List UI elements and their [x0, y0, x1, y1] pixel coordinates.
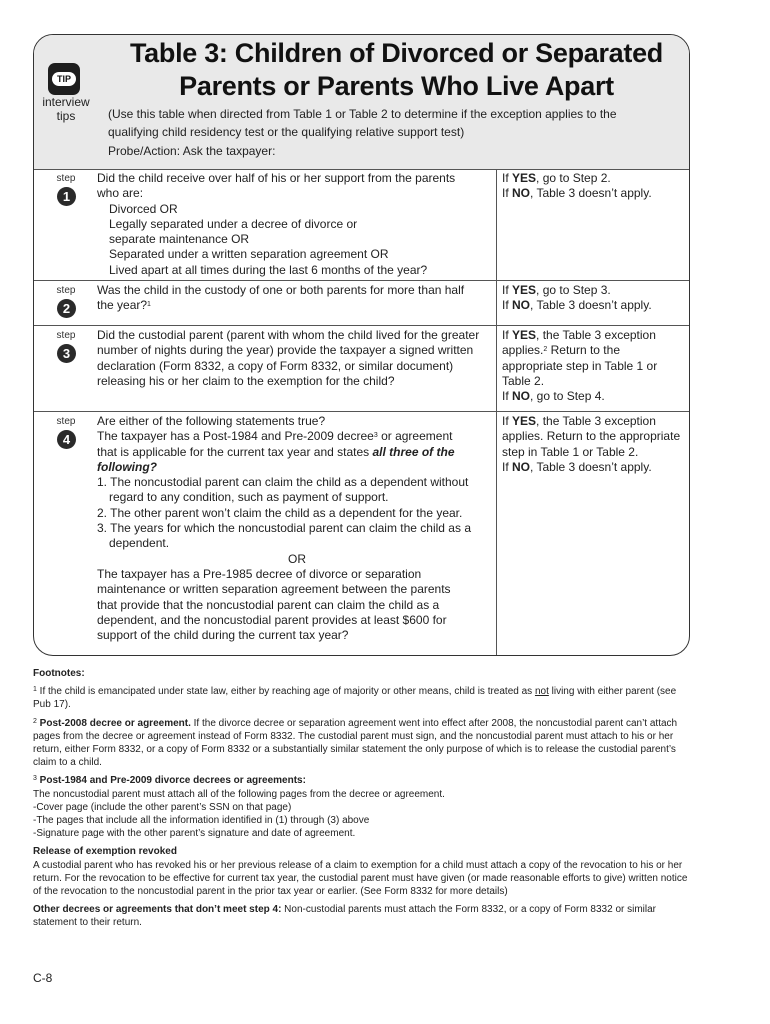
- a-text: If: [502, 459, 513, 474]
- yes-line: [502, 283, 688, 298]
- a-text: If: [502, 283, 513, 297]
- step-4-answer: [502, 414, 688, 475]
- step-number-icon: 2: [57, 299, 76, 318]
- footnote-text: living with either parent (see Pub 17).: [33, 686, 677, 711]
- tip-label-line-1: interview: [42, 95, 90, 109]
- instruction-line-2: qualifying child residency test or the qualifying relative support test): [108, 125, 465, 139]
- step-label: step: [56, 285, 76, 296]
- q-line: Are either of the following statements true?: [97, 414, 326, 428]
- yes-label: YES: [512, 171, 537, 185]
- step-1-answer: [502, 171, 688, 202]
- yes-label: YES: [512, 414, 537, 428]
- q-text: that is applicable for the current tax year and states: [97, 444, 373, 459]
- footnote-underlined: not: [534, 686, 549, 698]
- q-line: [97, 445, 497, 460]
- title-line-2: Parents or Parents Who Live Apart: [179, 71, 614, 101]
- yes-line: [502, 171, 688, 186]
- a-text: If: [502, 186, 513, 201]
- step-row-2: [34, 281, 689, 326]
- no-label: NO: [512, 186, 531, 201]
- page-number: C-8: [33, 971, 53, 985]
- step-row-4: [34, 412, 689, 656]
- a-line: [502, 343, 688, 358]
- step-3-question: [97, 328, 497, 389]
- title-line-1: Table 3: Children of Divorced or Separated: [129, 38, 664, 68]
- a-text: , the Table 3 exception: [536, 414, 656, 428]
- footnote-text: If the divorce decree or separation agreement went into effect after 2008, the noncustodial parent can’t attach pages from the decree or agreement instead of Form 8332. The custodial parent must sign, and the noncustodial parent must attach to his or her return, either Form 8332, or a copy of Form 8332 or a substantially similar statement the only purpose of which is to release the custodial parent’s claim to a child.: [33, 717, 678, 769]
- footnote-title: Release of exemption revoked: [33, 846, 177, 858]
- a-text: , the Table 3 exception: [536, 328, 656, 342]
- no-label: NO: [512, 389, 531, 404]
- a-text: If: [502, 414, 513, 428]
- yes-line: [502, 414, 688, 429]
- step-number-icon: 3: [57, 344, 76, 363]
- footnote-text: -Signature page with the other parent’s signature and date of agreement.: [33, 828, 356, 840]
- yes-label: YES: [512, 328, 537, 342]
- footnote-text: The noncustodial parent must attach all of the following pages from the decree or agreement.: [33, 788, 445, 800]
- step-4-question: [97, 414, 497, 643]
- a-text: If: [502, 298, 513, 313]
- q-line: that provide that the noncustodial parent can claim the child as a: [97, 597, 440, 612]
- no-line: [502, 186, 688, 201]
- q-condition: Divorced OR: [109, 201, 178, 216]
- tip-label-line-2: tips: [56, 109, 76, 123]
- q-line: declaration (Form 8332, a copy of Form 8332, or similar document): [97, 358, 454, 373]
- footnote-text: If the child is emancipated under state law, either by reaching age of majority or other means, child is treated as: [36, 686, 535, 698]
- footnote-title: Post-1984 and Pre-2009 divorce decrees or agreements:: [36, 775, 306, 787]
- probe-action: Probe/Action: Ask the taxpayer:: [108, 144, 276, 158]
- q-line: Was the child in the custody of one or both parents for more than half: [97, 283, 465, 297]
- step-2-answer: [502, 283, 688, 314]
- footnote-ref: 1: [147, 301, 151, 309]
- table-3-card: [33, 34, 690, 656]
- release-revoked: [33, 845, 693, 898]
- q-line: support of the child during the current tax year?: [97, 628, 349, 643]
- instruction-line-1: (Use this table when directed from Table 1 or Table 2 to determine if the exception applies to the: [108, 107, 617, 121]
- step-2-question: [97, 283, 497, 314]
- yes-label: YES: [512, 283, 537, 297]
- q-condition: Separated under a written separation agreement OR: [109, 247, 389, 262]
- step-row-1: [34, 169, 689, 281]
- q-line: [97, 429, 497, 444]
- a-text: If: [502, 171, 513, 185]
- interview-tips-label: [38, 95, 94, 123]
- q-line: Did the custodial parent (parent with whom the child lived for the greater: [97, 328, 480, 342]
- a-text: , Table 3 doesn’t apply.: [530, 186, 652, 201]
- no-label: NO: [512, 298, 531, 313]
- q-text: or agreement: [377, 429, 453, 444]
- a-text: If: [502, 328, 513, 342]
- yes-line: [502, 328, 688, 343]
- a-text: applies.: [502, 343, 544, 358]
- step-number-icon: 4: [57, 430, 76, 449]
- q-line: dependent, and the noncustodial parent provides at least $600 for: [97, 612, 447, 627]
- q-line: Did the child receive over half of his or her support from the parents: [97, 171, 456, 185]
- footnote-ref: 2: [543, 346, 548, 354]
- q-or: OR: [288, 551, 306, 566]
- step-label: step: [56, 330, 76, 341]
- step-label: step: [56, 173, 76, 184]
- footnotes: [33, 667, 693, 935]
- q-line: who are:: [97, 186, 144, 201]
- q-emphasis: following?: [97, 459, 157, 474]
- a-line: applies. Return to the appropriate: [502, 429, 681, 444]
- q-line: The taxpayer has a Pre-1985 decree of divorce or separation: [97, 566, 422, 581]
- step-number-icon: 1: [57, 187, 76, 206]
- q-line: number of nights during the year) provide the taxpayer a signed written: [97, 343, 474, 358]
- a-line: Table 2.: [502, 373, 545, 388]
- other-decrees: [33, 903, 693, 929]
- a-text: , go to Step 2.: [536, 171, 611, 185]
- footnote-text: -The pages that include all the information identified in (1) through (3) above: [33, 815, 370, 827]
- q-text: the year?: [97, 298, 148, 313]
- a-text: , go to Step 4.: [530, 389, 605, 404]
- tip-badge-text: TIP: [52, 72, 76, 86]
- table-header: [34, 35, 689, 170]
- tip-icon: [48, 63, 80, 95]
- footnote-marker: 2: [33, 717, 37, 725]
- page-title: [104, 37, 689, 103]
- no-label: NO: [512, 459, 531, 474]
- no-line: [502, 460, 688, 475]
- footnote-marker: 1: [33, 686, 37, 694]
- footnotes-heading: [33, 667, 693, 680]
- q-line: releasing his or her claim to the exemption for the child?: [97, 373, 395, 388]
- q-line: [97, 298, 497, 313]
- step-label: step: [56, 416, 76, 427]
- a-line: step in Table 1 or Table 2.: [502, 444, 639, 459]
- a-text: , go to Step 3.: [536, 283, 611, 297]
- q-text: The taxpayer has a Post-1984 and Pre-2009 decree: [97, 429, 374, 444]
- footnotes-heading-text: Footnotes:: [33, 668, 85, 679]
- step-1-question: [97, 171, 497, 278]
- footnote-text: A custodial parent who has revoked his or her previous release of a claim to exemption for a child must attach a copy of the revocation to his or her return. For the revocation to be effective for current tax year, the custodial parent must have given (or made reasonable efforts to give) written notice of the revocation to the noncustodial parent in the prior tax year or earlier. (See Form 8332 for more details): [33, 859, 688, 898]
- q-numbered-item: 2. The other parent won’t claim the child as a dependent for the year.: [97, 505, 463, 520]
- footnote-text: Non-custodial parents must attach the Form 8332, or a copy of Form 8332 or similar statement to their return.: [33, 904, 657, 929]
- step-row-3: [34, 326, 689, 412]
- q-condition: separate maintenance OR: [109, 232, 250, 247]
- no-line: [502, 298, 688, 313]
- q-condition: Lived apart at all times during the last 6 months of the year?: [109, 262, 428, 277]
- q-numbered-item: 3. The years for which the noncustodial parent can claim the child as a dependent.: [97, 521, 471, 551]
- footnote-marker: 3: [33, 775, 37, 783]
- a-text: If: [502, 389, 513, 404]
- footnote-3: [33, 774, 693, 840]
- q-condition: Legally separated under a decree of divorce or: [109, 216, 358, 231]
- q-numbered-item: 1. The noncustodial parent can claim the child as a dependent without regard to any condition, such as payment of support.: [97, 475, 469, 505]
- a-text: , Table 3 doesn’t apply.: [530, 459, 652, 474]
- footnote-title: Other decrees or agreements that don’t meet step 4:: [33, 904, 282, 916]
- footnote-1: [33, 685, 693, 711]
- q-emphasis: all three of the: [372, 444, 455, 459]
- footnote-ref: 3: [373, 432, 378, 440]
- q-line: maintenance or written separation agreement between the parents: [97, 582, 451, 597]
- step-3-answer: [502, 328, 688, 404]
- instruction-text: [108, 105, 668, 141]
- footnote-title: Post-2008 decree or agreement.: [36, 717, 191, 729]
- a-text: Return to the: [547, 343, 620, 358]
- no-line: [502, 389, 688, 404]
- footnote-text: -Cover page (include the other parent’s SSN on that page): [33, 801, 292, 813]
- a-text: , Table 3 doesn’t apply.: [530, 298, 652, 313]
- footnote-2: [33, 717, 693, 770]
- a-line: appropriate step in Table 1 or: [502, 358, 658, 373]
